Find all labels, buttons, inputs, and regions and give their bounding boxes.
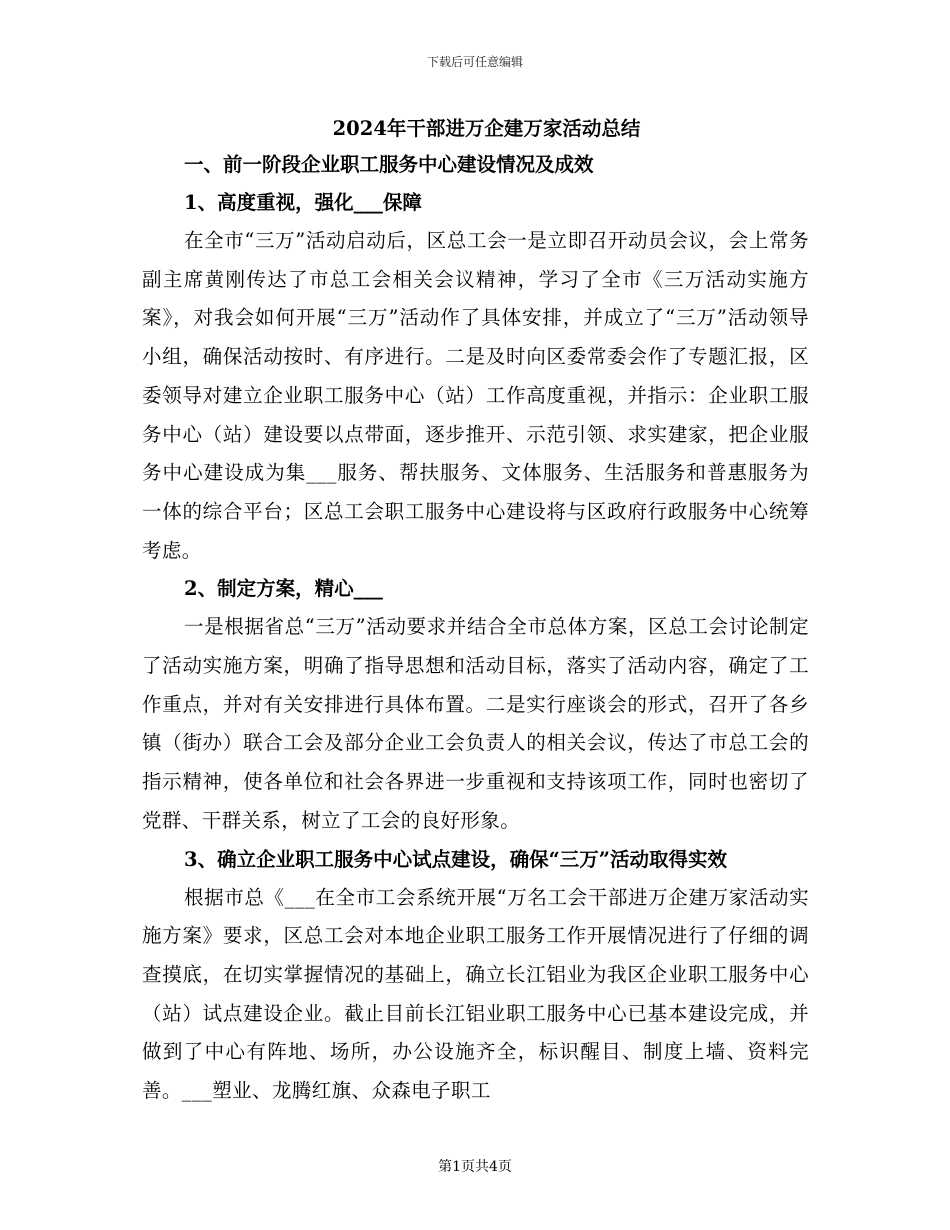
paragraph-1: 在全市“三万”活动启动后，区总工会一是立即召开动员会议，会上常务副主席黄刚传达了市总工会相关会议精神，学习了全市《三万活动实施方案》，对我会如何开展“三万”活动作了具体安排，并成立了“三万”活动领导小组，确保活动按时、有序进行。二是及时向区委常委会作了专题汇报，区委领导对建立企业职工服务中心（站）工作高度重视，并指示：企业职工服务中心（站）建设要以点带面，逐步推开、示范引领、求实建家，把企业服务中心建设成为集___服务、帮扶服务、文体服务、生活服务和普惠服务为一体的综合平台；区总工会职工服务中心建设将与区政府行政服务中心统筹考虑。 bbox=[142, 229, 809, 562]
section-heading: 一、前一阶段企业职工服务中心建设情况及成效 bbox=[184, 153, 594, 176]
subsection-heading-3: 3、确立企业职工服务中心试点建设，确保“三万”活动取得实效 bbox=[184, 847, 728, 871]
paragraph-2: 一是根据省总“三万”活动要求并结合全市总体方案，区总工会讨论制定了活动实施方案，明确了指导思想和活动目标，落实了活动内容，确定了工作重点，并对有关安排进行具体布置。二是实行座谈会的形式，召开了各乡镇（街办）联合工会及部分企业工会负责人的相关会议，传达了市总工会的指示精神，使各单位和社会各界进一步重视和支持该项工作，同时也密切了党群、干群关系，树立了工会的良好形象。 bbox=[142, 615, 809, 832]
document-title: 2024年干部进万企建万家活动总结 bbox=[332, 117, 641, 140]
page-header: 下载后可任意编辑 bbox=[426, 55, 523, 69]
paragraph-3: 根据市总《___在全市工会系统开展“万名工会干部进万企建万家活动实施方案》要求，区总工会对本地企业职工服务工作开展情况进行了仔细的调查摸底，在切实掌握情况的基础上，确立长江铝业为我区企业职工服务中心（站）试点建设企业。截止目前长江铝业职工服务中心已基本建设完成，并做到了中心有阵地、场所，办公设施齐全，标识醒目、制度上墙、资料完善。___塑业、龙腾红旗、众森电子职工 bbox=[142, 885, 809, 1103]
page-number: 第1页共4页 bbox=[438, 1159, 512, 1175]
document-body bbox=[142, 112, 809, 1111]
subsection-heading-2: 2、制定方案，精心___ bbox=[184, 577, 383, 601]
subsection-heading-1: 1、高度重视，强化___保障 bbox=[184, 191, 422, 214]
